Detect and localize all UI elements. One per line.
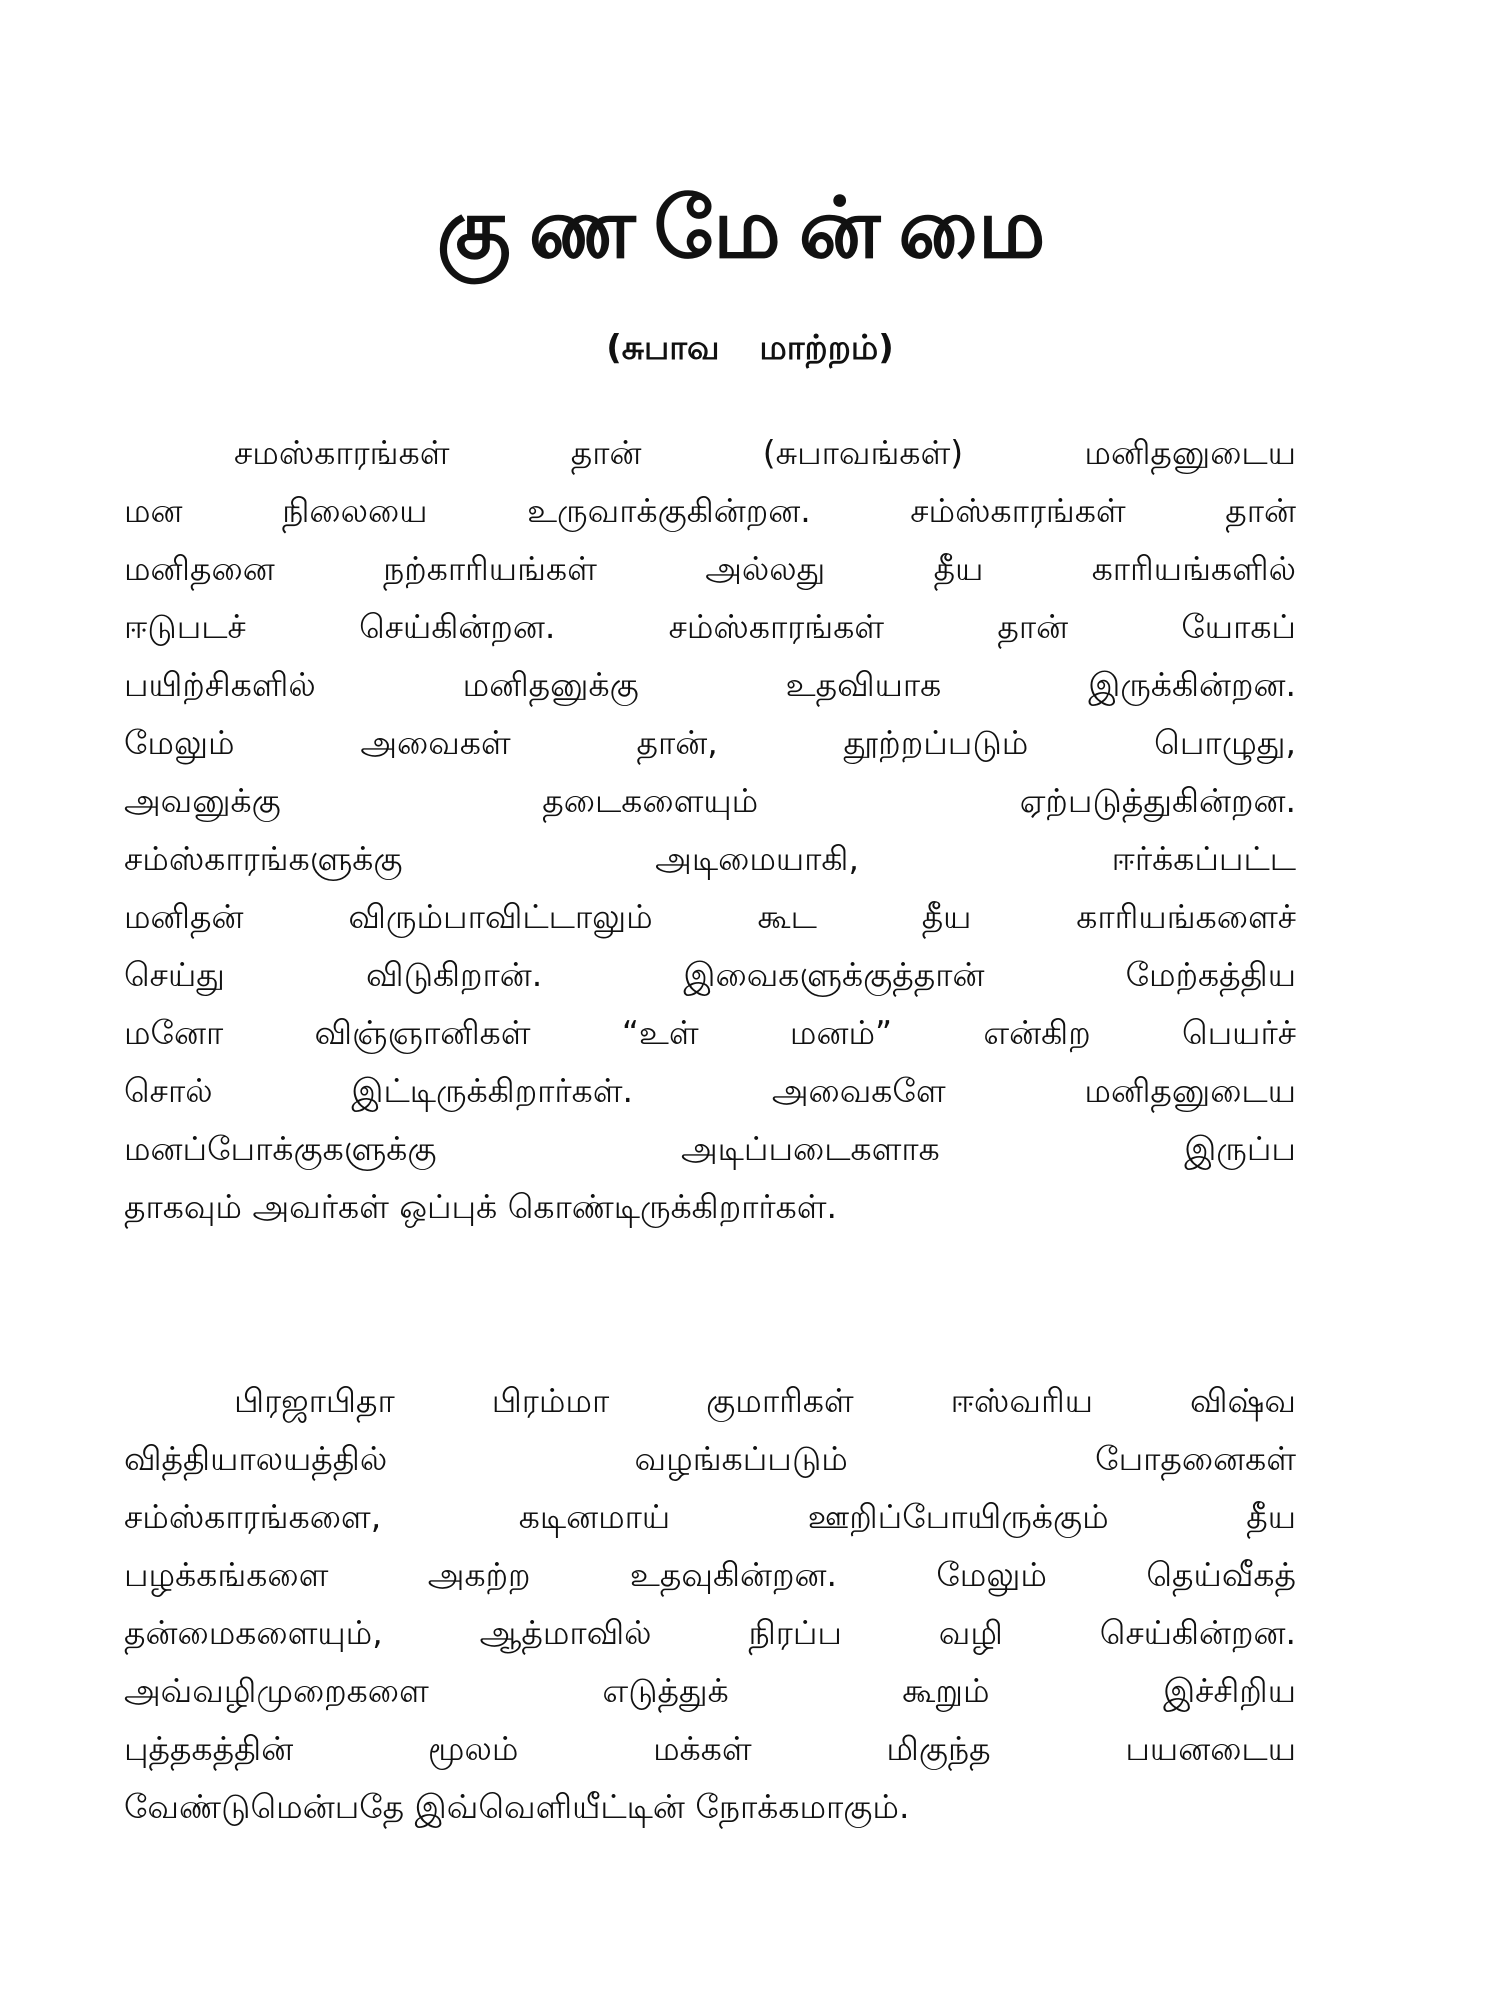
- text-line: தன்மைகளையும், ஆத்மாவில் நிரப்ப வழி செய்கின்றன.: [124, 1613, 1296, 1652]
- text-line: மனிதன் விரும்பாவிட்டாலும் கூட தீய காரியங்களைச்: [124, 897, 1296, 936]
- text-line: மேலும் அவைகள் தான், தூற்றப்படும் பொழுது,: [124, 723, 1296, 762]
- text-line: அவ்வழிமுறைகளை எடுத்துக் கூறும் இச்சிறிய: [124, 1671, 1296, 1710]
- text-line: தாகவும் அவர்கள் ஒப்புக் கொண்டிருக்கிறார்கள்.: [124, 1187, 838, 1226]
- text-line: சமஸ்காரங்கள் தான் (சுபாவங்கள்) மனிதனுடைய: [234, 433, 1296, 472]
- paragraph-1: [124, 424, 1296, 1236]
- text-line: சொல் இட்டிருக்கிறார்கள். அவைகளே மனிதனுடைய: [124, 1071, 1296, 1110]
- text-line: மனிதனை நற்காரியங்கள் அல்லது தீய காரியங்களில்: [124, 549, 1296, 588]
- page-title: குணமேன்மை: [436, 179, 1064, 277]
- text-line: வேண்டுமென்பதே இவ்வெளியீட்டின் நோக்கமாகும்.: [124, 1787, 910, 1826]
- text-line: மனப்போக்குகளுக்கு அடிப்படைகளாக இருப்ப: [124, 1129, 1296, 1168]
- paragraph-2: [124, 1372, 1296, 1836]
- text-line: மன நிலையை உருவாக்குகின்றன. சம்ஸ்காரங்கள் தான்: [124, 491, 1296, 530]
- text-line: பயிற்சிகளில் மனிதனுக்கு உதவியாக இருக்கின்றன.: [124, 665, 1296, 704]
- text-line: செய்து விடுகிறான். இவைகளுக்குத்தான் மேற்கத்திய: [124, 955, 1296, 994]
- page-subtitle: (சுபாவ மாற்றம்): [606, 328, 894, 368]
- text-line: மனோ விஞ்ஞானிகள் “உள் மனம்” என்கிற பெயர்ச்: [124, 1013, 1296, 1052]
- text-line: புத்தகத்தின் மூலம் மக்கள் மிகுந்த பயனடைய: [124, 1729, 1296, 1768]
- text-line: பிரஜாபிதா பிரம்மா குமாரிகள் ஈஸ்வரிய விஷ்வ: [234, 1381, 1296, 1420]
- text-line: சம்ஸ்காரங்களுக்கு அடிமையாகி, ஈர்க்கப்பட்ட: [124, 839, 1296, 878]
- text-line: சம்ஸ்காரங்களை, கடினமாய் ஊறிப்போயிருக்கும் தீய: [124, 1497, 1296, 1536]
- text-line: அவனுக்கு தடைகளையும் ஏற்படுத்துகின்றன.: [124, 781, 1296, 820]
- text-line: ஈடுபடச் செய்கின்றன. சம்ஸ்காரங்கள் தான் யோகப்: [124, 607, 1296, 646]
- text-line: வித்தியாலயத்தில் வழங்கப்படும் போதனைகள்: [124, 1439, 1296, 1478]
- text-line: பழக்கங்களை அகற்ற உதவுகின்றன. மேலும் தெய்வீகத்: [124, 1555, 1296, 1594]
